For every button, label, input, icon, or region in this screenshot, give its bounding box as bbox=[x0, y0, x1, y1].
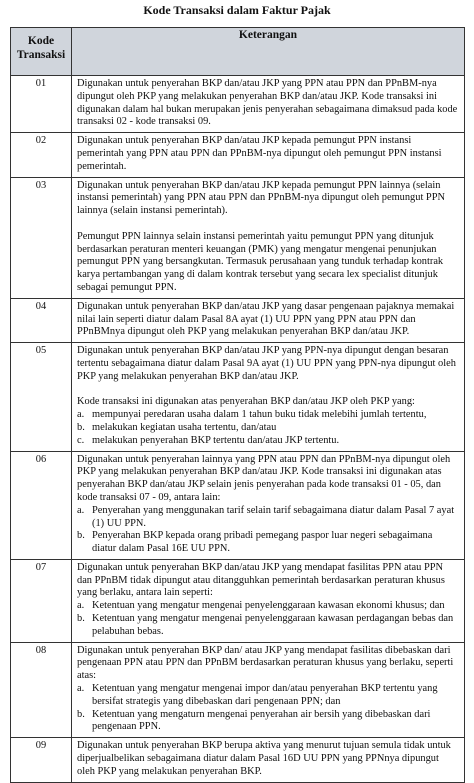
description-cell bbox=[72, 642, 465, 738]
list-item-text: Penyerahan yang menggunakan tarif selain tarif sebagaimana diatur dalam Pasal 7 ayat (1) UU PPN. bbox=[92, 504, 455, 529]
description-text: Digunakan untuk penyerahan BKP dan/atau JKP yang mendapat fasilitas PPN atau PPN dan PPnBM tidak dipungut atau ditangguhkan pemerintah berdasarkan peraturan khusus yang berlaku, antara lain seperti: bbox=[77, 561, 445, 599]
list-item-text: Ketentuan yang mengatur mengenai penyelenggaraan kawasan perdagangan bebas dan pelabuhan bebas. bbox=[92, 613, 454, 637]
table-row bbox=[11, 642, 465, 738]
description-cell bbox=[72, 343, 465, 451]
list-item bbox=[77, 600, 459, 613]
list-item-text: Ketentuan yang mengatur mengenai impor dan/atau penyerahan BKP tertentu yang bersifat strategis yang dibebaskan dari pengenaan PPN; dan bbox=[92, 683, 438, 707]
table-row bbox=[11, 76, 465, 133]
description-note: Kode transaksi ini digunakan atas penyerahan BKP dan/atau JKP oleh PKP yang: bbox=[77, 396, 415, 408]
list-item bbox=[77, 409, 459, 422]
list-item bbox=[77, 422, 459, 435]
description-cell bbox=[72, 76, 465, 133]
list-item bbox=[77, 435, 459, 448]
description-cell bbox=[72, 451, 465, 559]
list-item bbox=[77, 709, 459, 735]
list-item-text: melakukan kegiatan usaha tertentu, dan/atau bbox=[92, 421, 277, 433]
header-kode-transaksi: Kode Transaksi bbox=[11, 28, 72, 76]
table-row bbox=[11, 343, 465, 451]
table-row bbox=[11, 298, 465, 342]
description-text: Digunakan untuk penyerahan BKP berupa aktiva yang menurut tujuan semula tidak untuk diperjualbelikan sebagaimana diatur dalam Pasal 16D UU PPN yang PPNnya dipungut oleh PKP yang melakukan penyerahan BKP. bbox=[77, 740, 451, 777]
header-keterangan: Keterangan bbox=[72, 28, 465, 76]
description-cell bbox=[72, 738, 465, 782]
list-item-text: Ketentuan yang mengatur mengenai penyelenggaraan kawasan ekonomi khusus; dan bbox=[92, 600, 445, 612]
list-item bbox=[77, 530, 459, 556]
regulation-list bbox=[77, 600, 459, 638]
list-item bbox=[77, 613, 459, 639]
list-item bbox=[77, 683, 459, 709]
example-list bbox=[77, 505, 459, 556]
description-cell bbox=[72, 559, 465, 642]
table-row bbox=[11, 559, 465, 642]
description-text: Digunakan untuk penyerahan BKP dan/ atau JKP yang mendapat fasilitas dibebaskan dari pengenaan PPN atau PPN dan PPnBM berdasarkan peraturan khusus yang berlaku, seperti atas: bbox=[77, 644, 454, 682]
table-row bbox=[11, 133, 465, 177]
transaction-code: 05 bbox=[11, 343, 72, 451]
transaction-code: 01 bbox=[11, 76, 72, 133]
table-row bbox=[11, 738, 465, 782]
list-item-text: melakukan penyerahan BKP tertentu dan/atau JKP tertentu. bbox=[92, 434, 340, 446]
list-item-text: Penyerahan BKP kepada orang pribadi pemegang paspor luar negeri sebagaimana diatur dalam Pasal 16E UU PPN. bbox=[92, 530, 433, 555]
list-marker: b. bbox=[77, 613, 85, 625]
transaction-code: 07 bbox=[11, 559, 72, 642]
list-marker: a. bbox=[77, 504, 85, 516]
description-note: Pemungut PPN lainnya selain instansi pemerintah yaitu pemungut PPN yang ditunjuk berdasarkan peraturan menteri keuangan (PMK) yang mengatur mengenai penunjukan pemungut PPN yang bersangkutan. Termasuk perusahaan yang tunduk terhadap kontrak karya pertambangan yang di dalam kontrak tersebut yang secara lex specialist ditunjuk sebagai pemungut PPN. bbox=[77, 230, 444, 293]
list-item-text: mempunyai peredaran usaha dalam 1 tahun buku tidak melebihi jumlah tertentu, bbox=[92, 409, 427, 421]
regulation-list bbox=[77, 683, 459, 734]
transaction-code: 09 bbox=[11, 738, 72, 782]
transaction-code: 06 bbox=[11, 451, 72, 559]
list-item bbox=[77, 505, 459, 531]
transaction-code: 08 bbox=[11, 642, 72, 738]
list-marker: b. bbox=[77, 530, 85, 542]
list-marker: a. bbox=[77, 600, 85, 612]
description-text: Digunakan untuk penyerahan BKP dan/atau JKP kepada pemungut PPN instansi pemerintah yang PPN atau PPN dan PPnBM-nya dipungut oleh pemungut PPN instansi pemerintah. bbox=[77, 135, 442, 172]
table-row bbox=[11, 451, 465, 559]
list-marker: c. bbox=[77, 434, 85, 446]
criteria-list bbox=[77, 409, 459, 447]
description-text: Digunakan untuk penyerahan BKP dan/atau JKP yang PPN atau PPN dan PPnBM-nya dipungut oleh PKP yang melakukan penyerahan BKP dan/atau JKP. Kode transaksi ini digunakan dalam hal bukan merupakan jenis penyerahan sebagaimana dimaksud pada kode transaksi 02 - kode transaksi 09. bbox=[77, 78, 458, 128]
list-marker: a. bbox=[77, 409, 85, 421]
table-header-row bbox=[11, 28, 465, 76]
description-cell bbox=[72, 177, 465, 298]
transaction-code: 03 bbox=[11, 177, 72, 298]
list-marker: b. bbox=[77, 421, 85, 433]
list-item-text: Ketentuan yang mengaturn mengenai penyerahan air bersih yang dibebaskan dari pengenaan PPN. bbox=[92, 708, 431, 733]
list-marker: a. bbox=[77, 683, 85, 695]
transaction-code: 04 bbox=[11, 298, 72, 342]
transaction-code: 02 bbox=[11, 133, 72, 177]
description-text: Digunakan untuk penyerahan BKP dan/atau JKP yang dasar pengenaan pajaknya memakai nilai lain seperti diatur dalam Pasal 8A ayat (1) UU PPN yang PPN atau PPN dan PPnBMnya dipungut oleh PKP yang melakukan penyerahan BKP dan/atau JKP. bbox=[77, 300, 455, 338]
description-cell bbox=[72, 133, 465, 177]
description-cell bbox=[72, 298, 465, 342]
table-row bbox=[11, 177, 465, 298]
transaction-code-table bbox=[10, 27, 465, 783]
list-marker: b. bbox=[77, 708, 85, 720]
description-text: Digunakan untuk penyerahan lainnya yang PPN atau PPN dan PPnBM-nya dipungut oleh PKP yang melakukan penyerahan BKP dan/atau JKP. Kode transaksi ini digunakan atas penyerahan BKP dan/atau JKP selain jenis penyerahan pada kode transaksi 01 - 05, dan kode transaksi 07 - 09, antara lain: bbox=[77, 453, 451, 503]
description-text: Digunakan untuk penyerahan BKP dan/atau JKP yang PPN-nya dipungut dengan besaran tertentu sebagaimana diatur dalam Pasal 9A ayat (1) UU PPN yang PPN-nya dipungut oleh PKP yang melakukan penyerahan BKP dan/atau JKP. bbox=[77, 345, 456, 382]
page-title: Kode Transaksi dalam Faktur Pajak bbox=[143, 3, 331, 17]
description-text: Digunakan untuk penyerahan BKP dan/atau JKP kepada pemungut PPN lainnya (selain instansi pemerintah) yang PPN atau PPN dan PPnBM-nya dipungut oleh pemungut PPN lainnya (selain instansi pemerintah). bbox=[77, 179, 445, 217]
